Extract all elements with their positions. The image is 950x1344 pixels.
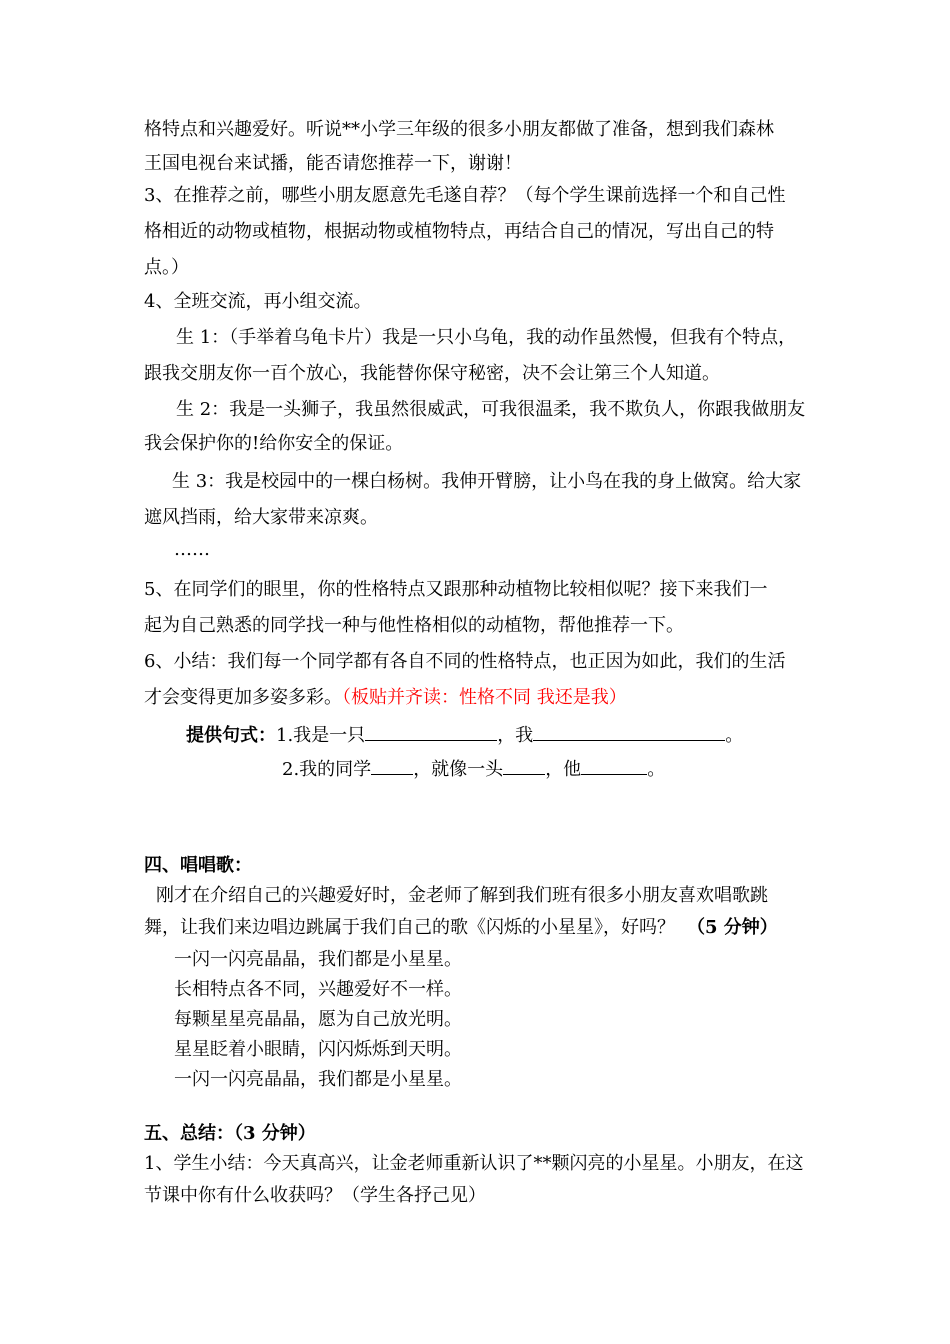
section-heading: 五、总结：（3 分钟） [144, 1123, 316, 1144]
board-note: （板贴并齐读：性格不同 我还是我） [342, 687, 627, 708]
fill-blank [581, 756, 647, 775]
song-lyric-line: 长相特点各不同，兴趣爱好不一样。 [174, 979, 462, 1000]
paragraph-line: 5、在同学们的眼里，你的性格特点又跟那种动植物比较相似呢？接下来我们一 [144, 579, 768, 600]
sentence-pattern-1 [186, 722, 743, 748]
song-lyric-line: 一闪一闪亮晶晶，我们都是小星星。 [174, 949, 462, 970]
student-answer-line: 生 3：我是校园中的一棵白杨树。我伸开臂膀，让小鸟在我的身上做窝。给大家 [172, 471, 802, 492]
song-lyric-line: 一闪一闪亮晶晶，我们都是小星星。 [174, 1069, 462, 1090]
pattern-text: 。 [725, 725, 744, 746]
student-answer-line: 跟我交朋友你一百个放心，我能替你保守秘密，决不会让第三个人知道。 [144, 363, 720, 384]
paragraph-line: 格特点和兴趣爱好。听说**小学三年级的很多小朋友都做了准备，想到我们森林 [144, 119, 774, 140]
pattern-text: 1.我是一只 [276, 725, 366, 746]
paragraph-line: 6、小结：我们每一个同学都有各自不同的性格特点，也正因为如此，我们的生活 [144, 651, 786, 672]
paragraph-line: 节课中你有什么收获吗？（学生各抒己见） [144, 1185, 486, 1206]
fill-blank [533, 722, 725, 741]
paragraph-line: 起为自己熟悉的同学找一种与他性格相似的动植物，帮他推荐一下。 [144, 615, 684, 636]
fill-blank [365, 722, 497, 741]
paragraph-line: 格相近的动物或植物，根据动物或植物特点，再结合自己的情况，写出自己的特 [144, 221, 774, 242]
pattern-text: ，就像一头 [413, 759, 504, 780]
paragraph-line [144, 686, 627, 710]
pattern-text: ，他 [545, 759, 582, 780]
fill-blank [503, 756, 545, 775]
ellipsis: …… [174, 539, 210, 560]
student-answer-line: 我会保护你的!给你安全的保证。 [144, 433, 404, 454]
paragraph-line: 王国电视台来试播，能否请您推荐一下，谢谢！ [144, 153, 522, 174]
student-answer-line: 生 2：我是一头狮子，我虽然很威武，可我很温柔，我不欺负人，你跟我做朋友 [176, 399, 806, 420]
student-answer-line: 遮风挡雨，给大家带来凉爽。 [144, 507, 378, 528]
pattern-text: ，我 [497, 725, 534, 746]
paragraph-line: 4、全班交流，再小组交流。 [144, 291, 372, 312]
pattern-text: 2.我的同学 [282, 759, 372, 780]
paragraph-text: 舞，让我们来边唱边跳属于我们自己的歌《闪烁的小星星》，好吗？ [144, 917, 675, 938]
pattern-label: 提供句式： [186, 725, 276, 746]
song-lyric-line: 每颗星星亮晶晶，愿为自己放光明。 [174, 1009, 462, 1030]
paragraph-line: 3、在推荐之前，哪些小朋友愿意先毛遂自荐？（每个学生课前选择一个和自己性 [144, 185, 786, 206]
time-note: （5 分钟） [687, 917, 778, 938]
pattern-text: 。 [647, 759, 666, 780]
paragraph-line [144, 916, 778, 940]
student-answer-line: 生 1：（手举着乌龟卡片）我是一只小乌龟，我的动作虽然慢，但我有个特点， [176, 327, 797, 348]
paragraph-line: 刚才在介绍自己的兴趣爱好时，金老师了解到我们班有很多小朋友喜欢唱歌跳 [156, 885, 768, 906]
song-lyric-line: 星星眨着小眼睛，闪闪烁烁到天明。 [174, 1039, 462, 1060]
paragraph-text: 才会变得更加多姿多彩。 [144, 687, 342, 708]
paragraph-line: 1、学生小结：今天真高兴，让金老师重新认识了**颗闪亮的小星星。小朋友，在这 [144, 1153, 804, 1174]
sentence-pattern-2 [282, 756, 665, 782]
paragraph-line: 点。） [144, 257, 189, 278]
section-heading: 四、唱唱歌： [144, 855, 252, 876]
fill-blank [371, 756, 413, 775]
